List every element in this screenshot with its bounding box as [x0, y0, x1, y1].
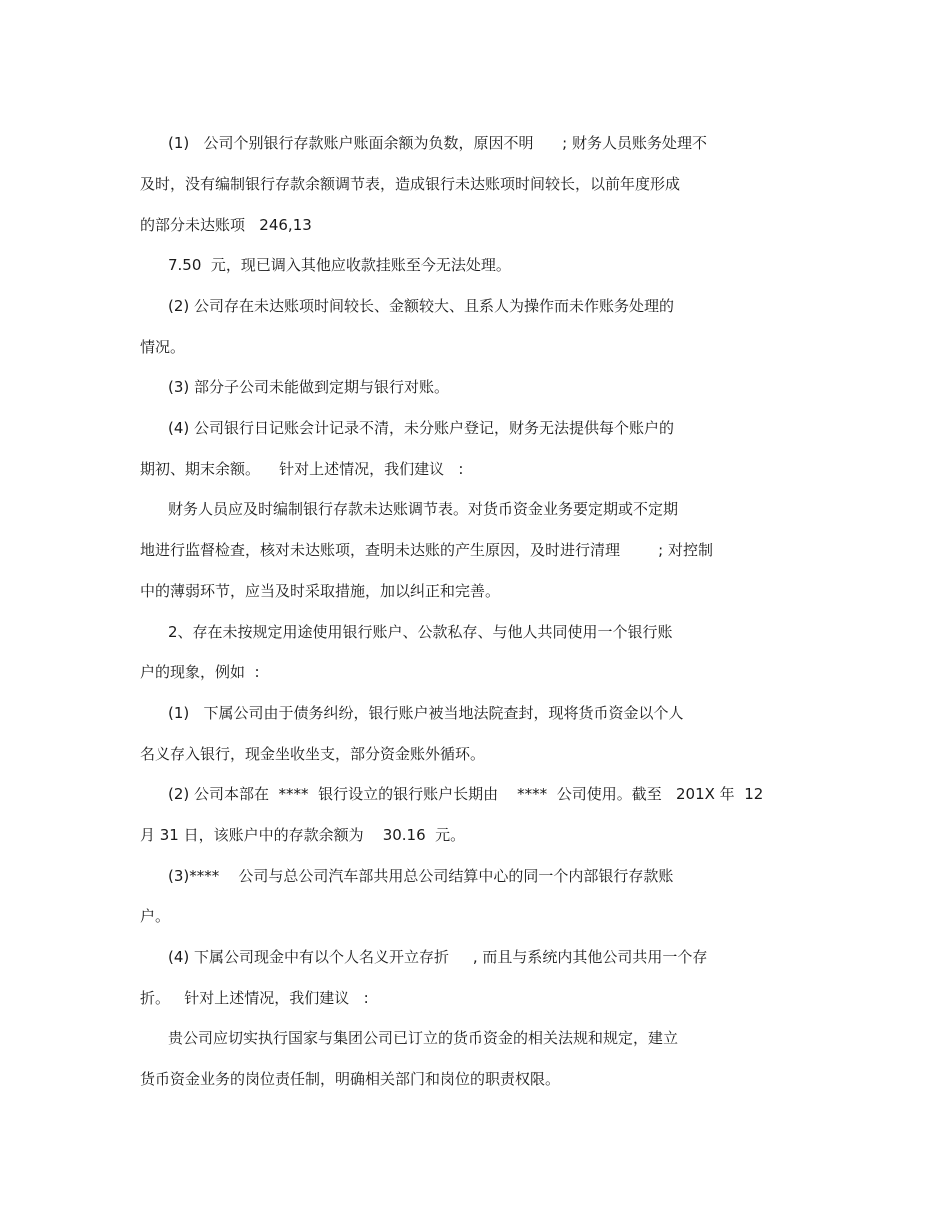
text-line: 折。 针对上述情况，我们建议 : [140, 989, 369, 1007]
text-line: 货币资金业务的岗位责任制，明确相关部门和岗位的职责权限。 [140, 1070, 561, 1088]
text-line: 7.50 元，现已调入其他应收款挂账至今无法处理。 [168, 256, 511, 274]
text-line: 财务人员应及时编制银行存款未达账调节表。对货币资金业务要定期或不定期 [168, 500, 679, 518]
text-line: 2、存在未按规定用途使用银行账户、公款私存、与他人共同使用一个银行账 [168, 623, 673, 641]
text-line: 情况。 [140, 338, 186, 356]
text-line: 的部分未达账项 246,13 [140, 216, 312, 234]
text-line: (3)**** 公司与总公司汽车部共用总公司结算中心的同一个内部银行存款账 [168, 867, 674, 885]
text-line: 及时，没有编制银行存款余额调节表，造成银行未达账项时间较长，以前年度形成 [140, 175, 681, 193]
text-line: (4) 下属公司现金中有以个人名义开立存折 , 而且与系统内其他公司共用一个存 [168, 948, 708, 966]
text-line: 地进行监督检查，核对未达账项，查明未达账的产生原因，及时进行清理 ; 对控制 [140, 541, 713, 559]
text-line: 中的薄弱环节，应当及时采取措施，加以纠正和完善。 [140, 582, 501, 600]
text-line: 户。 [140, 907, 171, 925]
text-line: 名义存入银行，现金坐收坐支，部分资金账外循环。 [140, 745, 486, 763]
text-line: 月 31 日，该账户中的存款余额为 30.16 元。 [140, 826, 466, 844]
text-line: (1) 公司个别银行存款账户账面余额为负数，原因不明 ; 财务人员账务处理不 [168, 134, 707, 152]
text-line: (2) 公司存在未达账项时间较长、金额较大、且系人为操作而未作账务处理的 [168, 297, 675, 315]
text-line: 户的现象，例如 : [140, 663, 260, 681]
text-line: (1) 下属公司由于债务纠纷，银行账户被当地法院查封，现将货币资金以个人 [168, 704, 684, 722]
text-line: 期初、期末余额。 针对上述情况，我们建议 : [140, 460, 464, 478]
text-line: (2) 公司本部在 **** 银行设立的银行账户长期由 **** 公司使用。截至 201X 年 12 [168, 785, 764, 803]
text-line: (4) 公司银行日记账会计记录不清，未分账户登记，财务无法提供每个账户的 [168, 419, 675, 437]
text-line: 贵公司应切实执行国家与集团公司已订立的货币资金的相关法规和规定，建立 [168, 1029, 679, 1047]
text-line: (3) 部分子公司未能做到定期与银行对账。 [168, 378, 450, 396]
